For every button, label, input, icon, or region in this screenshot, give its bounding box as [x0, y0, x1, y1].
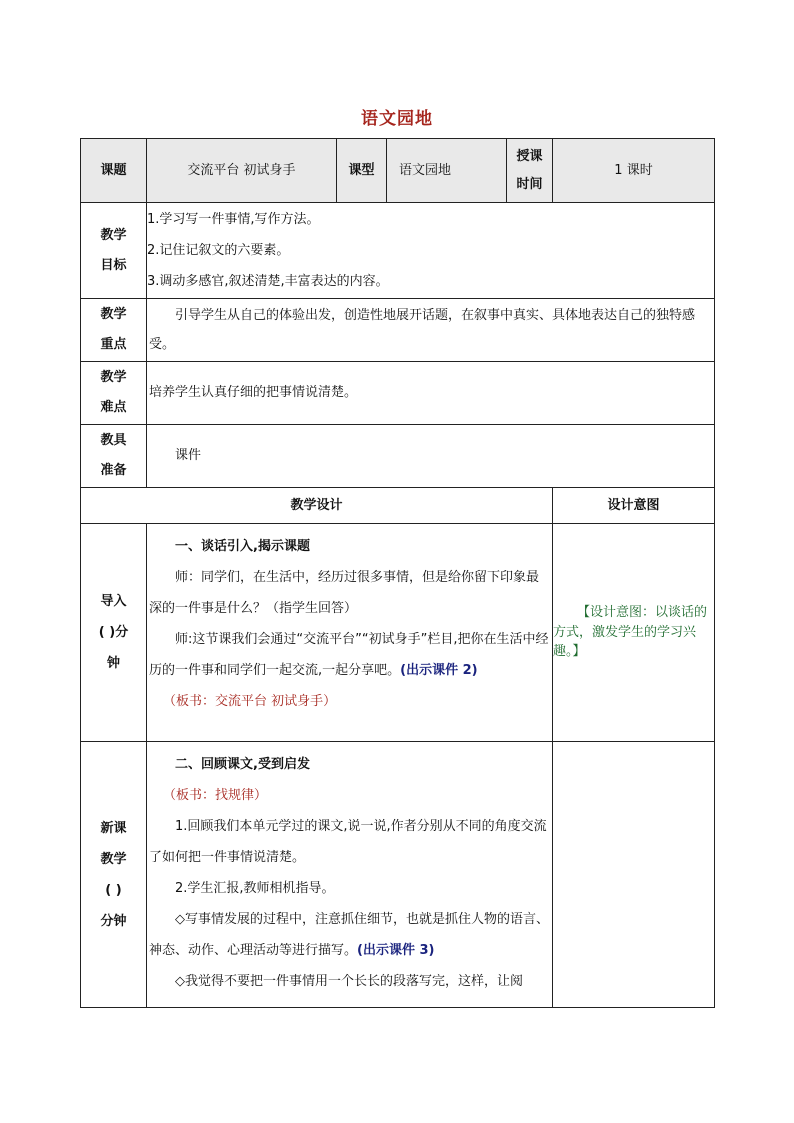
tools-label-2: 准备: [100, 463, 127, 478]
intro-label-1: 导入: [100, 594, 127, 609]
slide-ref-2: (出示课件 2): [400, 663, 478, 678]
new-lesson-paragraph-4: ◇我觉得不要把一件事情用一个长长的段落写完，这样，让阅: [175, 974, 523, 989]
new-lesson-heading: 二、回顾课文,受到启发: [175, 757, 310, 772]
design-column-header: 教学设计: [81, 488, 553, 524]
tools-label-1: 教具: [100, 433, 127, 448]
intro-paragraph-1: 师：同学们，在生活中，经历过很多事情，但是给你留下印象最深的一件事是什么？（指学生回答）: [149, 570, 540, 616]
new-lesson-paragraph-3-text: ◇写事情发展的过程中，注意抓住细节，也就是抓住人物的语言、神态、动作、心理活动等进行描写。: [149, 912, 549, 958]
design-header-row: [81, 488, 715, 524]
time-label-line-1: 授课: [516, 148, 543, 164]
key-points-label: [81, 299, 147, 362]
intro-label: [81, 524, 147, 742]
difficulties-label-1: 教学: [100, 370, 127, 385]
document-title: 语文园地: [361, 109, 433, 129]
key-points-cell: [147, 299, 715, 362]
new-lesson-label-3: ( ): [105, 882, 122, 898]
tools-row: [81, 425, 715, 488]
slide-ref-3: (出示课件 3): [357, 943, 435, 958]
key-points-label-2: 重点: [100, 337, 127, 352]
new-lesson-label-2: 教学: [100, 851, 127, 867]
objective-item: 2.记住记叙文的六要素。: [147, 243, 290, 258]
new-lesson-paragraph-1: 1.回顾我们本单元学过的课文,说一说,作者分别从不同的角度交流了如何把一件事情说清楚。: [149, 819, 547, 865]
objectives-label-2: 目标: [100, 257, 127, 273]
header-row: [81, 139, 715, 203]
intro-row: [81, 524, 715, 742]
intro-design: [147, 524, 553, 742]
new-lesson-label: [81, 742, 147, 1008]
new-lesson-paragraph-3: [149, 904, 550, 966]
key-points-text: 引导学生从自己的体验出发，创造性地展开话题，在叙事中真实、具体地表达自己的独特感受。: [149, 308, 696, 352]
difficulties-label: [81, 362, 147, 425]
new-lesson-paragraph-2: 2.学生汇报,教师相机指导。: [175, 881, 335, 896]
intro-intent: 【设计意图：以谈话的方式，激发学生的学习兴趣。】: [553, 524, 715, 742]
objectives-label-1: 教学: [100, 227, 127, 243]
difficulties-text: 培养学生认真仔细的把事情说清楚。: [147, 362, 715, 425]
time-label-line-2: 时间: [516, 176, 543, 192]
intent-column-header: 设计意图: [553, 488, 715, 524]
difficulties-label-2: 难点: [100, 400, 127, 415]
key-points-row: [81, 299, 715, 362]
intro-paragraph-2: [149, 624, 550, 686]
objectives-row: [81, 203, 715, 299]
tools-text: 课件: [147, 425, 715, 488]
intro-board-note: （板书：交流平台 初试身手）: [163, 694, 337, 709]
objectives-label: [81, 203, 147, 299]
tools-label: [81, 425, 147, 488]
objectives-list: [147, 203, 715, 299]
topic-label: 课题: [81, 139, 147, 203]
type-label: 课型: [337, 139, 387, 203]
type-value: 语文园地: [387, 139, 507, 203]
new-lesson-design: [147, 742, 553, 1008]
intro-label-3: 钟: [106, 656, 120, 671]
key-points-label-1: 教学: [100, 307, 127, 322]
intro-paragraph-2-text: 师:这节课我们会通过“交流平台”“初试身手”栏目,把你在生活中经历的一件事和同学们一起交流,一起分享吧。: [149, 632, 549, 678]
new-lesson-row: [81, 742, 715, 1008]
time-label: [507, 139, 553, 203]
new-lesson-intent: [553, 742, 715, 1008]
objective-item: 1.学习写一件事情,写作方法。: [147, 212, 320, 227]
new-lesson-label-1: 新课: [100, 820, 127, 836]
new-lesson-label-4: 分钟: [100, 913, 127, 929]
hours-value: 1 课时: [553, 139, 715, 203]
difficulties-row: [81, 362, 715, 425]
lesson-plan-table: [80, 138, 715, 1008]
intro-heading: 一、谈话引入,揭示课题: [175, 539, 310, 554]
objective-item: 3.调动多感官,叙述清楚,丰富表达的内容。: [147, 274, 389, 289]
new-lesson-board-note: （板书：找规律）: [163, 788, 268, 803]
intro-label-2: ( )分: [98, 625, 129, 640]
topic-value: 交流平台 初试身手: [147, 139, 337, 203]
